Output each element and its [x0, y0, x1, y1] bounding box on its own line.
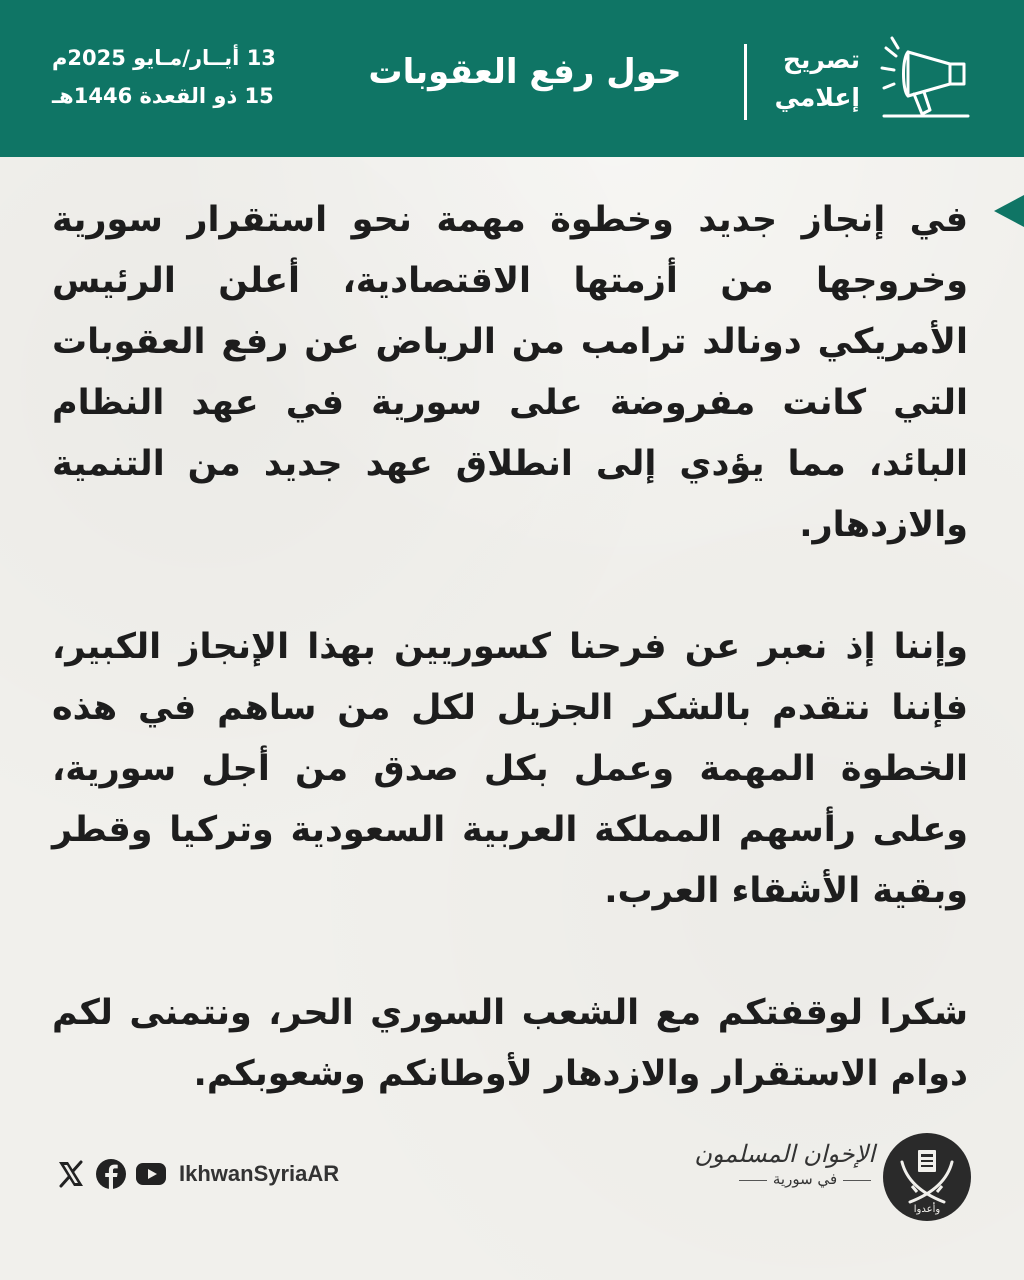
organization-logo-text	[694, 1140, 875, 1188]
page-title: حول رفع العقوبات	[368, 52, 682, 92]
organization-emblem-icon	[882, 1132, 972, 1222]
social-links	[55, 1156, 339, 1192]
statement-body	[52, 190, 968, 1105]
logo-sub-text: في سورية	[735, 1170, 875, 1188]
date-gregorian: 13 أيــار/مـايو 2025م	[52, 46, 276, 70]
emblem-text: وأعدوا	[913, 1204, 941, 1215]
statement-label-line2: إعلامي	[774, 83, 860, 112]
paragraph-marker-triangle	[994, 195, 1024, 227]
social-handle[interactable]: IkhwanSyriaAR	[179, 1161, 340, 1186]
date-hijri: 15 ذو القعدة 1446هـ	[52, 84, 274, 108]
youtube-icon[interactable]	[135, 1158, 167, 1190]
paragraph-3: شكرا لوقفتكم مع الشعب السوري الحر، ونتمنى لكم دوام الاستقرار والازدهار لأوطانكم وشعوبكم.	[52, 993, 968, 1094]
header-banner	[0, 0, 1024, 157]
paragraph-2: وإننا إذ نعبر عن فرحنا كسوريين بهذا الإنجاز الكبير، فإننا نتقدم بالشكر الجزيل لكل من ساهم في هذه الخطوة المهمة وعمل بكل صدق من أجل سورية، وعلى رأسهم المملكة العربية السعودية وتركيا وقطر وبقية الأشقاء العرب.	[52, 627, 968, 911]
header-divider	[744, 44, 747, 120]
facebook-icon[interactable]	[95, 1158, 127, 1190]
paragraph-1: في إنجاز جديد وخطوة مهمة نحو استقرار سورية وخروجها من أزمتها الاقتصادية، أعلن الرئيس الأمريكي دونالد ترامب من الرياض عن رفع العقوبات التي كانت مفروضة على سورية في عهد النظام البائد، مما يؤدي إلى انطلاق عهد جديد من التنمية والازدهار.	[52, 200, 968, 545]
statement-label-line1: تصريح	[783, 45, 860, 74]
x-twitter-icon[interactable]	[55, 1158, 87, 1190]
logo-main-text: الإخوان المسلمون	[694, 1140, 875, 1168]
megaphone-icon	[878, 34, 972, 118]
